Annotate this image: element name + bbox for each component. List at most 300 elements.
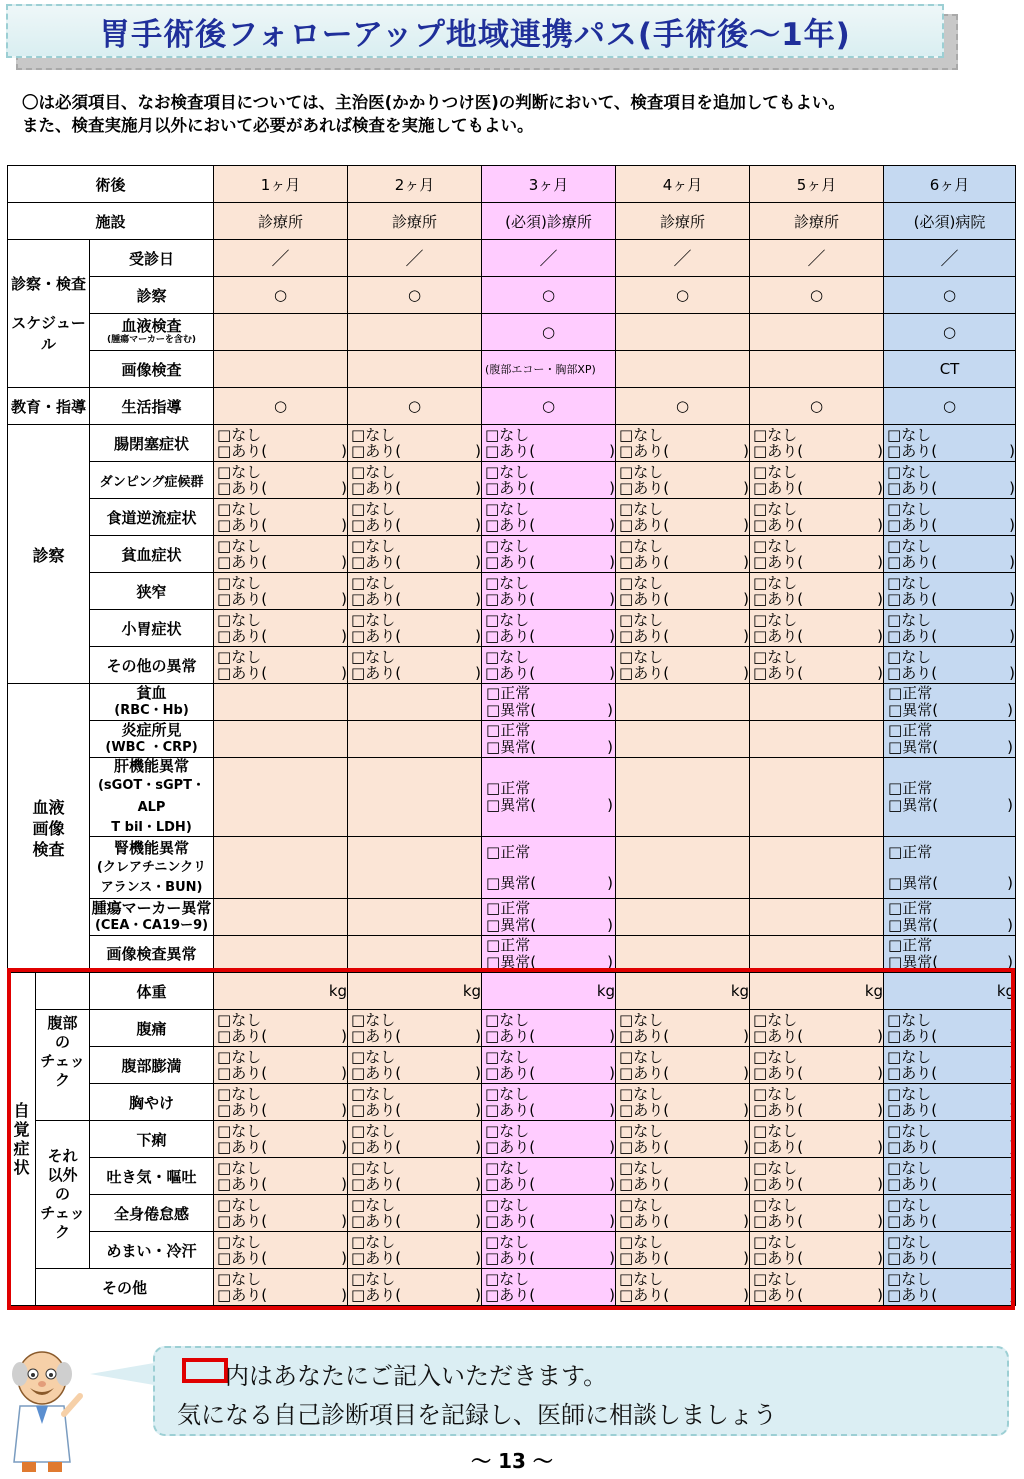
symptom-check-cell[interactable]	[750, 462, 884, 499]
result-abnormal-label[interactable]: □異常(	[888, 873, 939, 892]
check-option-yes-label[interactable]: □あり(	[351, 627, 402, 645]
check-option-none[interactable]: □なし	[753, 1196, 798, 1214]
check-option-yes-label[interactable]: □あり(	[485, 1175, 536, 1193]
check-option-yes-label[interactable]: □あり(	[217, 664, 268, 682]
symptom-check-cell[interactable]	[750, 1158, 884, 1195]
check-option-yes-label[interactable]: □あり(	[351, 442, 402, 460]
lab-result-cell[interactable]	[884, 684, 1016, 721]
check-option-yes-label[interactable]: □あり(	[485, 1101, 536, 1119]
result-abnormal-label[interactable]: □異常(	[888, 916, 939, 934]
result-abnormal-label[interactable]: □異常(	[888, 953, 939, 971]
check-option-none[interactable]: □なし	[887, 1085, 932, 1103]
check-option-none[interactable]: □なし	[217, 1159, 262, 1177]
check-option-yes-label[interactable]: □あり(	[217, 590, 268, 608]
symptom-check-cell[interactable]	[884, 1195, 1016, 1232]
check-option-none[interactable]: □なし	[753, 426, 798, 444]
symptom-check-cell[interactable]	[884, 573, 1016, 610]
lab-result-cell[interactable]	[482, 758, 616, 837]
check-option-none[interactable]: □なし	[887, 500, 932, 518]
check-option-none[interactable]: □なし	[887, 611, 932, 629]
check-option-none[interactable]: □なし	[485, 1196, 530, 1214]
check-option-none[interactable]: □なし	[351, 1085, 396, 1103]
check-option-yes-label[interactable]: □あり(	[753, 1027, 804, 1045]
check-option-none[interactable]: □なし	[619, 1233, 664, 1251]
check-option-none[interactable]: □なし	[485, 611, 530, 629]
check-option-none[interactable]: □なし	[753, 463, 798, 481]
result-abnormal-label[interactable]: □異常(	[888, 738, 939, 756]
check-option-yes-label[interactable]: □あり(	[619, 553, 670, 571]
symptom-check-cell[interactable]	[214, 573, 348, 610]
symptom-check-cell[interactable]	[348, 1084, 482, 1121]
check-option-none[interactable]: □なし	[351, 1122, 396, 1140]
check-option-none[interactable]: □なし	[217, 1270, 262, 1288]
check-option-yes-label[interactable]: □あり(	[351, 1249, 402, 1267]
symptom-check-cell[interactable]	[884, 647, 1016, 684]
result-normal[interactable]: □正常	[888, 936, 933, 954]
check-option-yes-label[interactable]: □あり(	[485, 1286, 536, 1304]
symptom-check-cell[interactable]	[482, 499, 616, 536]
check-option-yes-label[interactable]: □あり(	[753, 442, 804, 460]
check-option-none[interactable]: □なし	[753, 1270, 798, 1288]
check-option-yes-label[interactable]: □あり(	[485, 442, 536, 460]
check-option-yes-label[interactable]: □あり(	[217, 1249, 268, 1267]
symptom-check-cell[interactable]	[750, 1084, 884, 1121]
check-option-yes-label[interactable]: □あり(	[619, 1212, 670, 1230]
symptom-check-cell[interactable]	[214, 536, 348, 573]
symptom-check-cell[interactable]	[482, 462, 616, 499]
check-option-yes-label[interactable]: □あり(	[753, 1212, 804, 1230]
symptom-check-cell[interactable]	[884, 610, 1016, 647]
check-option-none[interactable]: □なし	[619, 426, 664, 444]
symptom-check-cell[interactable]	[214, 1195, 348, 1232]
symptom-check-cell[interactable]	[616, 1084, 750, 1121]
check-option-yes-label[interactable]: □あり(	[753, 1064, 804, 1082]
symptom-check-cell[interactable]	[884, 425, 1016, 462]
symptom-check-cell[interactable]	[214, 1121, 348, 1158]
check-option-yes-label[interactable]: □あり(	[485, 1027, 536, 1045]
symptom-check-cell[interactable]	[482, 1195, 616, 1232]
check-option-yes-label[interactable]: □あり(	[887, 1138, 938, 1156]
result-normal[interactable]: □正常	[888, 899, 933, 917]
check-option-yes-label[interactable]: □あり(	[485, 627, 536, 645]
check-option-yes-label[interactable]: □あり(	[887, 553, 938, 571]
check-option-yes-label[interactable]: □あり(	[753, 1101, 804, 1119]
check-option-yes-label[interactable]: □あり(	[887, 516, 938, 534]
check-option-none[interactable]: □なし	[619, 611, 664, 629]
check-option-yes-label[interactable]: □あり(	[887, 1175, 938, 1193]
symptom-check-cell[interactable]	[884, 1269, 1016, 1306]
result-normal[interactable]: □正常	[486, 936, 531, 954]
check-option-yes-label[interactable]: □あり(	[619, 1027, 670, 1045]
result-abnormal-label[interactable]: □異常(	[888, 701, 939, 719]
check-option-yes-label[interactable]: □あり(	[753, 479, 804, 497]
symptom-check-cell[interactable]	[616, 1047, 750, 1084]
symptom-check-cell[interactable]	[348, 536, 482, 573]
check-option-yes-label[interactable]: □あり(	[351, 1101, 402, 1119]
symptom-check-cell[interactable]	[616, 610, 750, 647]
check-option-none[interactable]: □なし	[217, 1085, 262, 1103]
check-option-yes-label[interactable]: □あり(	[485, 1064, 536, 1082]
symptom-check-cell[interactable]	[482, 1269, 616, 1306]
symptom-check-cell[interactable]	[884, 536, 1016, 573]
symptom-check-cell[interactable]	[750, 425, 884, 462]
check-option-yes-label[interactable]: □あり(	[217, 553, 268, 571]
result-abnormal-label[interactable]: □異常(	[486, 738, 537, 756]
check-option-none[interactable]: □なし	[619, 500, 664, 518]
symptom-check-cell[interactable]	[884, 1232, 1016, 1269]
visit-date-cell[interactable]: ／	[884, 240, 1016, 277]
check-option-none[interactable]: □なし	[887, 1233, 932, 1251]
check-option-yes-label[interactable]: □あり(	[753, 1175, 804, 1193]
result-abnormal-label[interactable]: □異常(	[486, 701, 537, 719]
check-option-none[interactable]: □なし	[753, 1085, 798, 1103]
check-option-yes-label[interactable]: □あり(	[619, 442, 670, 460]
symptom-check-cell[interactable]	[482, 1010, 616, 1047]
check-option-none[interactable]: □なし	[217, 1122, 262, 1140]
symptom-check-cell[interactable]	[348, 610, 482, 647]
symptom-check-cell[interactable]	[616, 425, 750, 462]
check-option-none[interactable]: □なし	[753, 1233, 798, 1251]
check-option-none[interactable]: □なし	[619, 648, 664, 666]
check-option-yes-label[interactable]: □あり(	[619, 1138, 670, 1156]
check-option-yes-label[interactable]: □あり(	[485, 1212, 536, 1230]
check-option-yes-label[interactable]: □あり(	[217, 1101, 268, 1119]
check-option-yes-label[interactable]: □あり(	[351, 1064, 402, 1082]
lab-result-cell[interactable]	[482, 936, 616, 973]
weight-input-cell[interactable]: kg	[482, 973, 616, 1010]
symptom-check-cell[interactable]	[348, 1158, 482, 1195]
result-normal[interactable]: □正常	[486, 842, 531, 861]
check-option-yes-label[interactable]: □あり(	[351, 1286, 402, 1304]
symptom-check-cell[interactable]	[482, 573, 616, 610]
check-option-none[interactable]: □なし	[485, 1122, 530, 1140]
check-option-yes-label[interactable]: □あり(	[619, 1286, 670, 1304]
result-normal[interactable]: □正常	[486, 684, 531, 702]
check-option-yes-label[interactable]: □あり(	[351, 479, 402, 497]
check-option-none[interactable]: □なし	[619, 537, 664, 555]
symptom-check-cell[interactable]	[616, 1232, 750, 1269]
check-option-none[interactable]: □なし	[619, 1011, 664, 1029]
check-option-none[interactable]: □なし	[351, 648, 396, 666]
check-option-none[interactable]: □なし	[753, 1011, 798, 1029]
symptom-check-cell[interactable]	[750, 499, 884, 536]
check-option-none[interactable]: □なし	[485, 1048, 530, 1066]
symptom-check-cell[interactable]	[482, 1121, 616, 1158]
check-option-yes-label[interactable]: □あり(	[485, 590, 536, 608]
symptom-check-cell[interactable]	[616, 573, 750, 610]
check-option-none[interactable]: □なし	[217, 648, 262, 666]
result-normal[interactable]: □正常	[486, 899, 531, 917]
check-option-none[interactable]: □なし	[753, 500, 798, 518]
symptom-check-cell[interactable]	[884, 1010, 1016, 1047]
check-option-none[interactable]: □なし	[485, 463, 530, 481]
weight-input-cell[interactable]: kg	[348, 973, 482, 1010]
lab-result-cell[interactable]	[884, 899, 1016, 936]
result-normal[interactable]: □正常	[486, 779, 531, 797]
check-option-none[interactable]: □なし	[485, 574, 530, 592]
check-option-yes-label[interactable]: □あり(	[753, 627, 804, 645]
symptom-check-cell[interactable]	[750, 573, 884, 610]
check-option-none[interactable]: □なし	[485, 648, 530, 666]
check-option-none[interactable]: □なし	[619, 1196, 664, 1214]
lab-result-cell[interactable]	[884, 936, 1016, 973]
symptom-check-cell[interactable]	[348, 573, 482, 610]
check-option-yes-label[interactable]: □あり(	[753, 590, 804, 608]
symptom-check-cell[interactable]	[750, 647, 884, 684]
lab-result-cell[interactable]	[482, 899, 616, 936]
check-option-none[interactable]: □なし	[485, 426, 530, 444]
check-option-yes-label[interactable]: □あり(	[485, 479, 536, 497]
symptom-check-cell[interactable]	[482, 1158, 616, 1195]
check-option-yes-label[interactable]: □あり(	[217, 1286, 268, 1304]
check-option-none[interactable]: □なし	[485, 537, 530, 555]
symptom-check-cell[interactable]	[482, 610, 616, 647]
result-abnormal-label[interactable]: □異常(	[888, 796, 939, 814]
check-option-none[interactable]: □なし	[351, 574, 396, 592]
symptom-check-cell[interactable]	[884, 1047, 1016, 1084]
check-option-none[interactable]: □なし	[351, 1048, 396, 1066]
check-option-none[interactable]: □なし	[619, 574, 664, 592]
check-option-none[interactable]: □なし	[887, 1048, 932, 1066]
check-option-yes-label[interactable]: □あり(	[351, 664, 402, 682]
check-option-none[interactable]: □なし	[217, 1048, 262, 1066]
check-option-none[interactable]: □なし	[887, 1159, 932, 1177]
result-normal[interactable]: □正常	[888, 721, 933, 739]
symptom-check-cell[interactable]	[616, 1010, 750, 1047]
symptom-check-cell[interactable]	[884, 1084, 1016, 1121]
symptom-check-cell[interactable]	[750, 610, 884, 647]
symptom-check-cell[interactable]	[348, 1121, 482, 1158]
check-option-none[interactable]: □なし	[887, 1270, 932, 1288]
check-option-yes-label[interactable]: □あり(	[351, 1138, 402, 1156]
check-option-yes-label[interactable]: □あり(	[887, 1212, 938, 1230]
symptom-check-cell[interactable]	[482, 1232, 616, 1269]
check-option-yes-label[interactable]: □あり(	[619, 516, 670, 534]
symptom-check-cell[interactable]	[348, 1047, 482, 1084]
check-option-none[interactable]: □なし	[753, 537, 798, 555]
check-option-none[interactable]: □なし	[887, 574, 932, 592]
check-option-yes-label[interactable]: □あり(	[753, 1249, 804, 1267]
check-option-yes-label[interactable]: □あり(	[485, 553, 536, 571]
weight-input-cell[interactable]: kg	[214, 973, 348, 1010]
check-option-yes-label[interactable]: □あり(	[351, 1212, 402, 1230]
symptom-check-cell[interactable]	[214, 1084, 348, 1121]
check-option-yes-label[interactable]: □あり(	[217, 1027, 268, 1045]
check-option-yes-label[interactable]: □あり(	[753, 516, 804, 534]
check-option-yes-label[interactable]: □あり(	[217, 1212, 268, 1230]
check-option-none[interactable]: □なし	[753, 574, 798, 592]
symptom-check-cell[interactable]	[616, 536, 750, 573]
symptom-check-cell[interactable]	[884, 1158, 1016, 1195]
symptom-check-cell[interactable]	[214, 1047, 348, 1084]
symptom-check-cell[interactable]	[214, 647, 348, 684]
visit-date-cell[interactable]: ／	[482, 240, 616, 277]
symptom-check-cell[interactable]	[214, 1269, 348, 1306]
check-option-none[interactable]: □なし	[351, 537, 396, 555]
check-option-yes-label[interactable]: □あり(	[217, 1138, 268, 1156]
symptom-check-cell[interactable]	[616, 462, 750, 499]
symptom-check-cell[interactable]	[884, 462, 1016, 499]
check-option-yes-label[interactable]: □あり(	[485, 1138, 536, 1156]
check-option-none[interactable]: □なし	[887, 463, 932, 481]
check-option-none[interactable]: □なし	[887, 426, 932, 444]
check-option-none[interactable]: □なし	[351, 500, 396, 518]
result-normal[interactable]: □正常	[888, 779, 933, 797]
check-option-yes-label[interactable]: □あり(	[217, 479, 268, 497]
result-normal[interactable]: □正常	[486, 721, 531, 739]
check-option-none[interactable]: □なし	[619, 1122, 664, 1140]
check-option-none[interactable]: □なし	[351, 1159, 396, 1177]
check-option-yes-label[interactable]: □あり(	[619, 1249, 670, 1267]
check-option-none[interactable]: □なし	[217, 500, 262, 518]
symptom-check-cell[interactable]	[348, 1269, 482, 1306]
check-option-yes-label[interactable]: □あり(	[619, 479, 670, 497]
check-option-yes-label[interactable]: □あり(	[887, 627, 938, 645]
symptom-check-cell[interactable]	[750, 1047, 884, 1084]
weight-input-cell[interactable]: kg	[884, 973, 1016, 1010]
check-option-none[interactable]: □なし	[485, 500, 530, 518]
check-option-yes-label[interactable]: □あり(	[485, 1249, 536, 1267]
symptom-check-cell[interactable]	[214, 499, 348, 536]
symptom-check-cell[interactable]	[616, 1195, 750, 1232]
check-option-yes-label[interactable]: □あり(	[619, 590, 670, 608]
result-abnormal-label[interactable]: □異常(	[486, 953, 537, 971]
check-option-yes-label[interactable]: □あり(	[351, 1027, 402, 1045]
symptom-check-cell[interactable]	[750, 1121, 884, 1158]
check-option-none[interactable]: □なし	[887, 1011, 932, 1029]
symptom-check-cell[interactable]	[348, 1010, 482, 1047]
check-option-none[interactable]: □なし	[619, 1270, 664, 1288]
symptom-check-cell[interactable]	[348, 462, 482, 499]
symptom-check-cell[interactable]	[884, 1121, 1016, 1158]
check-option-none[interactable]: □なし	[753, 1048, 798, 1066]
check-option-yes-label[interactable]: □あり(	[887, 590, 938, 608]
check-option-none[interactable]: □なし	[351, 1196, 396, 1214]
result-abnormal-label[interactable]: □異常(	[486, 796, 537, 814]
check-option-yes-label[interactable]: □あり(	[753, 664, 804, 682]
check-option-yes-label[interactable]: □あり(	[753, 1286, 804, 1304]
visit-date-cell[interactable]: ／	[348, 240, 482, 277]
check-option-yes-label[interactable]: □あり(	[217, 1064, 268, 1082]
check-option-none[interactable]: □なし	[217, 1196, 262, 1214]
check-option-none[interactable]: □なし	[753, 611, 798, 629]
check-option-yes-label[interactable]: □あり(	[619, 664, 670, 682]
symptom-check-cell[interactable]	[482, 647, 616, 684]
check-option-none[interactable]: □なし	[619, 1048, 664, 1066]
check-option-yes-label[interactable]: □あり(	[485, 516, 536, 534]
check-option-none[interactable]: □なし	[485, 1233, 530, 1251]
symptom-check-cell[interactable]	[482, 1084, 616, 1121]
check-option-none[interactable]: □なし	[619, 1085, 664, 1103]
symptom-check-cell[interactable]	[214, 610, 348, 647]
check-option-none[interactable]: □なし	[887, 648, 932, 666]
check-option-yes-label[interactable]: □あり(	[887, 664, 938, 682]
check-option-yes-label[interactable]: □あり(	[217, 516, 268, 534]
check-option-none[interactable]: □なし	[217, 463, 262, 481]
symptom-check-cell[interactable]	[616, 1121, 750, 1158]
weight-input-cell[interactable]: kg	[616, 973, 750, 1010]
result-normal[interactable]: □正常	[888, 842, 933, 861]
symptom-check-cell[interactable]	[214, 1158, 348, 1195]
lab-result-cell[interactable]	[884, 758, 1016, 837]
symptom-check-cell[interactable]	[616, 499, 750, 536]
check-option-yes-label[interactable]: □あり(	[887, 1249, 938, 1267]
check-option-none[interactable]: □なし	[485, 1011, 530, 1029]
check-option-yes-label[interactable]: □あり(	[753, 1138, 804, 1156]
check-option-yes-label[interactable]: □あり(	[351, 590, 402, 608]
symptom-check-cell[interactable]	[750, 1010, 884, 1047]
symptom-check-cell[interactable]	[214, 1010, 348, 1047]
result-abnormal-label[interactable]: □異常(	[486, 916, 537, 934]
symptom-check-cell[interactable]	[616, 1158, 750, 1195]
visit-date-cell[interactable]: ／	[214, 240, 348, 277]
symptom-check-cell[interactable]	[616, 647, 750, 684]
check-option-none[interactable]: □なし	[753, 648, 798, 666]
weight-input-cell[interactable]: kg	[750, 973, 884, 1010]
check-option-none[interactable]: □なし	[619, 463, 664, 481]
check-option-yes-label[interactable]: □あり(	[753, 553, 804, 571]
symptom-check-cell[interactable]	[750, 536, 884, 573]
symptom-check-cell[interactable]	[750, 1195, 884, 1232]
symptom-check-cell[interactable]	[348, 425, 482, 462]
check-option-none[interactable]: □なし	[351, 1270, 396, 1288]
check-option-none[interactable]: □なし	[753, 1122, 798, 1140]
symptom-check-cell[interactable]	[214, 1232, 348, 1269]
symptom-check-cell[interactable]	[348, 499, 482, 536]
check-option-yes-label[interactable]: □あり(	[351, 1175, 402, 1193]
result-abnormal-label[interactable]: □異常(	[486, 873, 537, 892]
lab-result-cell[interactable]	[482, 684, 616, 721]
lab-result-cell[interactable]	[884, 837, 1016, 899]
symptom-check-cell[interactable]	[750, 1232, 884, 1269]
check-option-yes-label[interactable]: □あり(	[887, 1286, 938, 1304]
check-option-none[interactable]: □なし	[217, 537, 262, 555]
check-option-yes-label[interactable]: □あり(	[619, 1064, 670, 1082]
lab-result-cell[interactable]	[482, 721, 616, 758]
check-option-yes-label[interactable]: □あり(	[351, 516, 402, 534]
symptom-check-cell[interactable]	[482, 425, 616, 462]
symptom-check-cell[interactable]	[214, 462, 348, 499]
check-option-yes-label[interactable]: □あり(	[351, 553, 402, 571]
check-option-none[interactable]: □なし	[217, 1233, 262, 1251]
check-option-yes-label[interactable]: □あり(	[217, 1175, 268, 1193]
check-option-yes-label[interactable]: □あり(	[619, 1101, 670, 1119]
check-option-none[interactable]: □なし	[351, 1233, 396, 1251]
symptom-check-cell[interactable]	[616, 1269, 750, 1306]
symptom-check-cell[interactable]	[884, 499, 1016, 536]
check-option-none[interactable]: □なし	[351, 611, 396, 629]
check-option-none[interactable]: □なし	[619, 1159, 664, 1177]
check-option-yes-label[interactable]: □あり(	[619, 1175, 670, 1193]
check-option-none[interactable]: □なし	[217, 1011, 262, 1029]
check-option-none[interactable]: □なし	[485, 1085, 530, 1103]
symptom-check-cell[interactable]	[348, 647, 482, 684]
check-option-none[interactable]: □なし	[217, 611, 262, 629]
check-option-none[interactable]: □なし	[485, 1270, 530, 1288]
symptom-check-cell[interactable]	[482, 536, 616, 573]
symptom-check-cell[interactable]	[214, 425, 348, 462]
check-option-yes-label[interactable]: □あり(	[217, 442, 268, 460]
check-option-yes-label[interactable]: □あり(	[887, 442, 938, 460]
check-option-none[interactable]: □なし	[887, 1122, 932, 1140]
check-option-none[interactable]: □なし	[351, 426, 396, 444]
check-option-yes-label[interactable]: □あり(	[887, 1101, 938, 1119]
check-option-none[interactable]: □なし	[217, 574, 262, 592]
visit-date-cell[interactable]: ／	[616, 240, 750, 277]
symptom-check-cell[interactable]	[482, 1047, 616, 1084]
check-option-yes-label[interactable]: □あり(	[217, 627, 268, 645]
check-option-yes-label[interactable]: □あり(	[887, 1064, 938, 1082]
